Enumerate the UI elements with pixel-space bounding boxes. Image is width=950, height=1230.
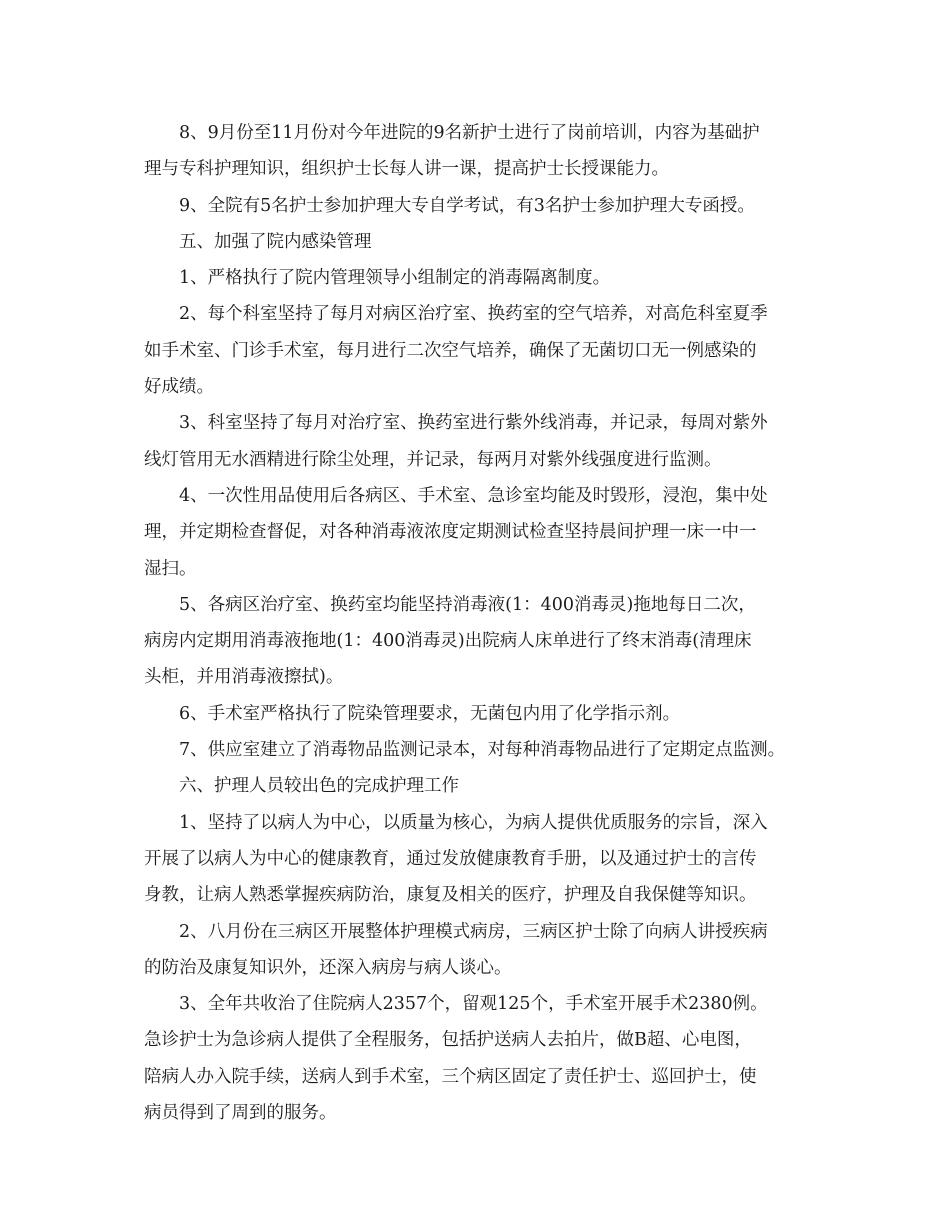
text-line: 4、一次性用品使用后各病区、手术室、急诊室均能及时毁形，浸泡，集中处 xyxy=(179,485,768,506)
text-line: 1、坚持了以病人为中心，以质量为核心，为病人提供优质服务的宗旨，深入 xyxy=(179,812,768,833)
text-line: 6、手术室严格执行了院染管理要求，无菌包内用了化学指示剂。 xyxy=(179,703,681,724)
text-line: 病员得到了周到的服务。 xyxy=(144,1103,337,1124)
text-line: 急诊护士为急诊病人提供了全程服务，包括护送病人去拍片，做B超、心电图， xyxy=(144,1030,752,1051)
text-line: 理，并定期检查督促，对各种消毒液浓度定期测试检查坚持晨间护理一床一中一 xyxy=(144,522,757,543)
text-line: 线灯管用无水酒精进行除尘处理，并记录，每两月对紫外线强度进行监测。 xyxy=(144,449,722,470)
text-line: 3、全年共收治了住院病人2357个，留观125个，手术室开展手术2380例。 xyxy=(179,994,768,1015)
text-line: 五、加强了院内感染管理 xyxy=(179,231,372,252)
text-line: 身教，让病人熟悉掌握疾病防治，康复及相关的医疗，护理及自我保健等知识。 xyxy=(144,885,757,906)
text-line: 2、每个科室坚持了每月对病区治疗室、换药室的空气培养，对高危科室夏季 xyxy=(179,304,768,325)
text-line: 1、严格执行了院内管理领导小组制定的消毒隔离制度。 xyxy=(179,268,611,289)
text-line: 湿扫。 xyxy=(144,558,197,579)
text-line: 3、科室坚持了每月对治疗室、换药室进行紫外线消毒，并记录，每周对紫外 xyxy=(179,413,768,434)
text-line: 5、各病区治疗室、换药室均能坚持消毒液(1：400消毒灵)拖地每日二次， xyxy=(179,594,756,615)
document-body xyxy=(144,115,824,1131)
text-line: 理与专科护理知识，组织护士长每人讲一课，提高护士长授课能力。 xyxy=(144,159,669,180)
text-line: 如手术室、门诊手术室，每月进行二次空气培养，确保了无菌切口无一例感染的 xyxy=(144,340,757,361)
text-line: 好成绩。 xyxy=(144,377,214,398)
text-line: 的防治及康复知识外，还深入病房与病人谈心。 xyxy=(144,957,512,978)
text-line: 病房内定期用消毒液拖地(1：400消毒灵)出院病人床单进行了终末消毒(清理床 xyxy=(144,631,752,652)
text-line: 8、9月份至11月份对今年进院的9名新护士进行了岗前培训，内容为基础护 xyxy=(179,123,760,143)
text-line: 六、护理人员较出色的完成护理工作 xyxy=(179,776,459,797)
text-line: 开展了以病人为中心的健康教育，通过发放健康教育手册，以及通过护士的言传 xyxy=(144,848,757,869)
text-line: 头柜，并用消毒液擦拭)。 xyxy=(144,667,344,688)
text-line: 9、全院有5名护士参加护理大专自学考试，有3名护士参加护理大专函授。 xyxy=(179,195,755,216)
text-line: 7、供应室建立了消毒物品监测记录本，对每种消毒物品进行了定期定点监测。 xyxy=(179,740,786,761)
text-line: 陪病人办入院手续，送病人到手术室，三个病区固定了责任护士、巡回护士，使 xyxy=(144,1066,757,1087)
text-line: 2、八月份在三病区开展整体护理模式病房，三病区护士除了向病人讲授疾病 xyxy=(179,921,768,942)
